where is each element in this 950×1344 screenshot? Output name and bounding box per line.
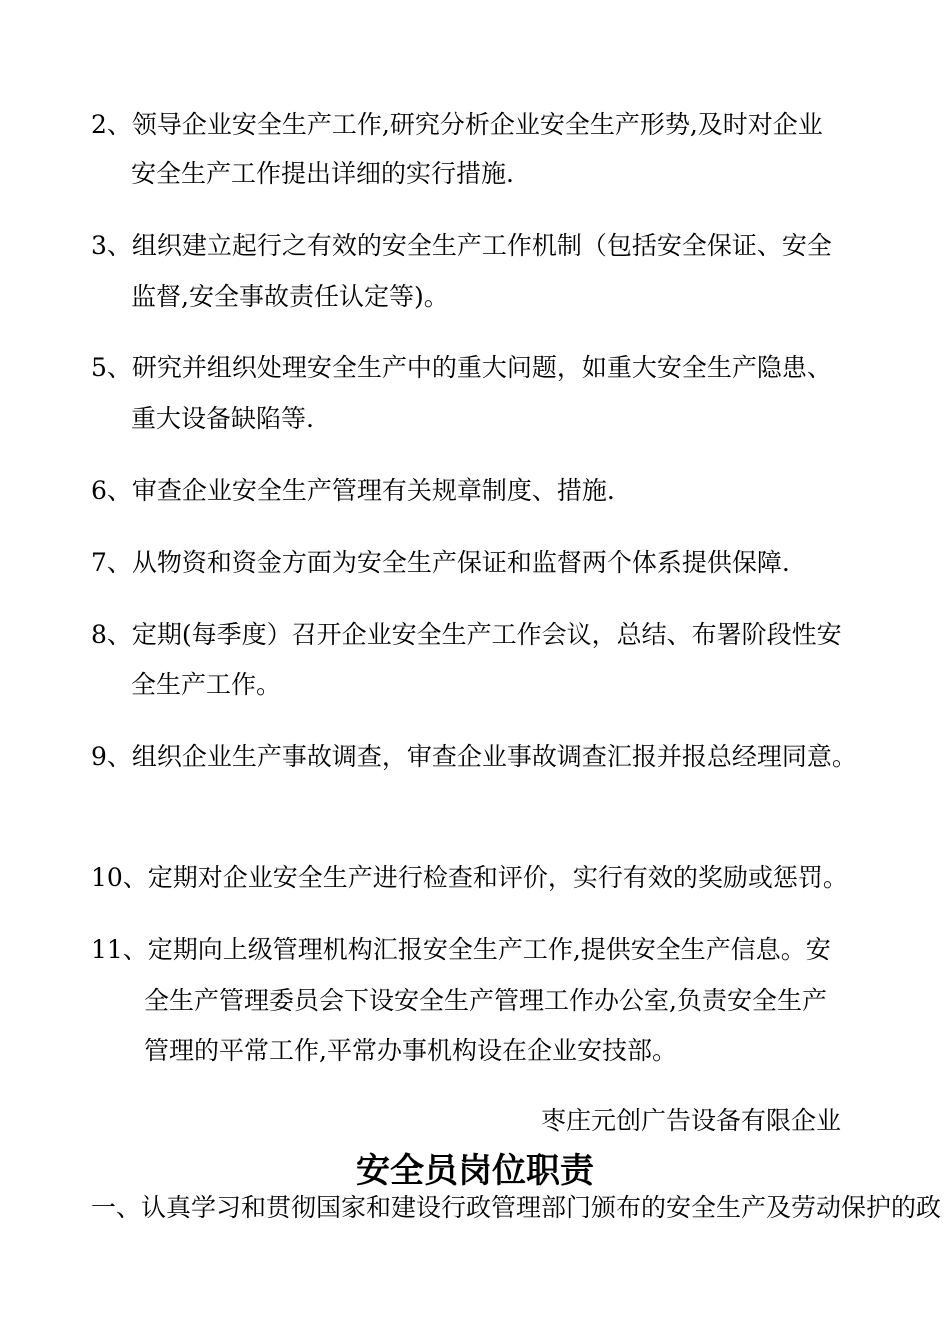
item-5-line-1: 5、研究并组织处理安全生产中的重大问题，如重大安全生产隐患、 [91, 353, 832, 382]
item-11-line-2: 全生产管理委员会下设安全生产管理工作办公室,负责安全生产 [144, 986, 827, 1015]
item-2-line-2: 安全生产工作提出详细的实行措施. [131, 159, 514, 188]
item-9-line-1: 9、组织企业生产事故调查，审查企业事故调查汇报并报总经理同意。 [91, 742, 857, 771]
item-3-line-2: 监督,安全事故责任认定等)。 [131, 282, 449, 311]
item-8-line-1: 8、定期(每季度）召开企业安全生产工作会议，总结、布署阶段性安 [91, 620, 842, 649]
item-8-line-2: 全生产工作。 [131, 670, 282, 699]
section-first-line: 一、认真学习和贯彻国家和建设行政管理部门颁布的安全生产及劳动保护的政 [91, 1193, 942, 1222]
item-7-line-1: 7、从物资和资金方面为安全生产保证和监督两个体系提供保障. [91, 548, 790, 577]
item-2-line-1: 2、领导企业安全生产工作,研究分析企业安全生产形势,及时对企业 [91, 110, 823, 139]
item-11-line-1: 11、定期向上级管理机构汇报安全生产工作,提供安全生产信息。安 [91, 935, 831, 964]
item-11-line-3: 管理的平常工作,平常办事机构设在企业安技部。 [144, 1036, 677, 1065]
item-6-line-1: 6、审查企业安全生产管理有关规章制度、措施. [91, 476, 615, 505]
section-title: 安全员岗位职责 [356, 1151, 594, 1191]
company-name: 枣庄元创广告设备有限企业 [541, 1106, 842, 1135]
item-3-line-1: 3、组织建立起行之有效的安全生产工作机制（包括安全保证、安全 [91, 231, 832, 260]
item-5-line-2: 重大设备缺陷等. [131, 404, 314, 433]
item-10-line-1: 10、定期对企业安全生产进行检查和评价，实行有效的奖励或惩罚。 [91, 863, 848, 892]
